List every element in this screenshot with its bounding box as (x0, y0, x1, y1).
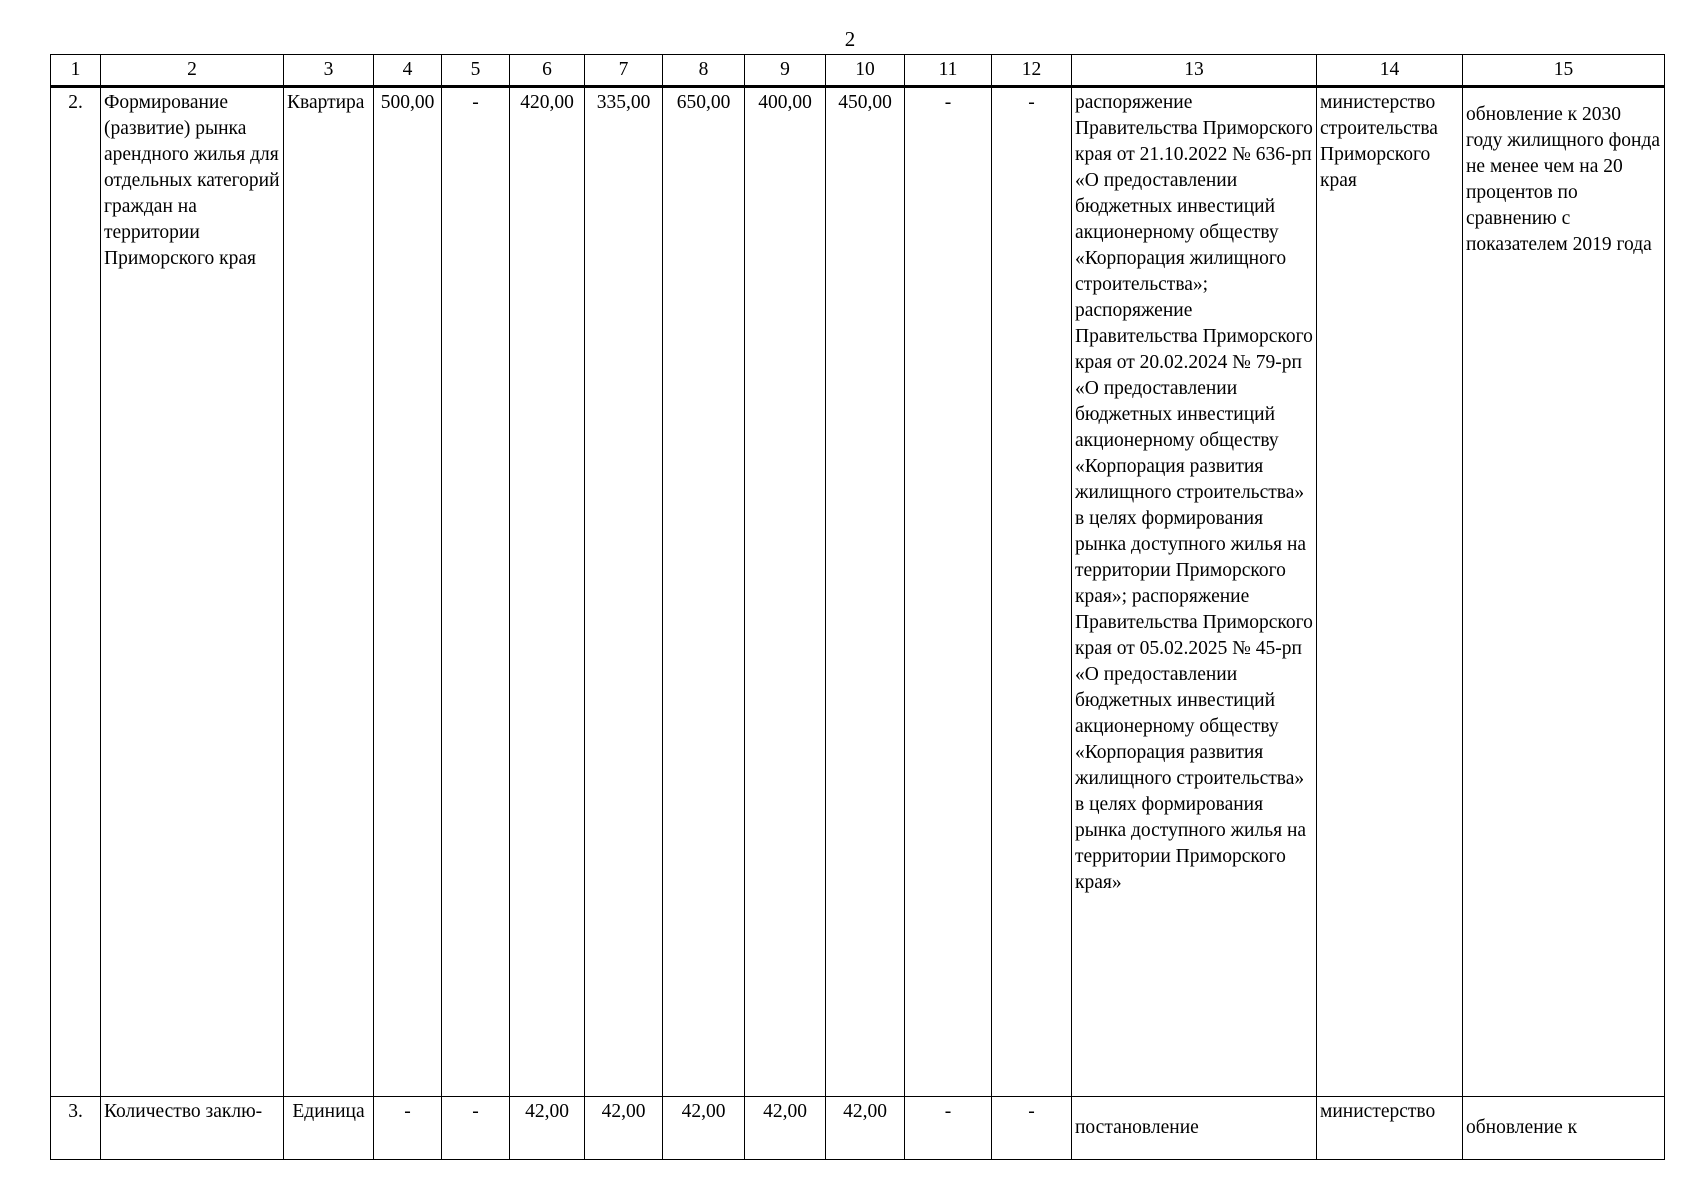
value-cell-col7: 335,00 (585, 87, 663, 1097)
target-description-cell: обновление к 2030 году жилищного фонда не менее чем на 20 процентов по сравнению с показателем 2019 года (1463, 87, 1665, 1097)
indicators-table (50, 54, 1665, 1160)
value-cell-col11: - (905, 1097, 992, 1160)
table-row (51, 1097, 1665, 1160)
column-number-cell: 3 (284, 55, 374, 87)
legal-basis-cell: постановление (1072, 1097, 1317, 1160)
column-number-cell: 6 (510, 55, 585, 87)
value-cell-col4: - (374, 1097, 442, 1160)
value-cell-col6: 420,00 (510, 87, 585, 1097)
value-cell-col12: - (992, 1097, 1072, 1160)
table-row (51, 87, 1665, 1097)
column-number-cell: 7 (585, 55, 663, 87)
value-cell-col8: 650,00 (663, 87, 745, 1097)
column-number-cell: 14 (1317, 55, 1463, 87)
value-cell-col11: - (905, 87, 992, 1097)
value-cell-col5: - (442, 1097, 510, 1160)
unit-cell: Квартира (284, 87, 374, 1097)
page-number: 2 (844, 27, 856, 51)
row-number-cell: 2. (51, 87, 101, 1097)
responsible-body-cell: министерство (1317, 1097, 1463, 1160)
column-number-cell: 2 (101, 55, 284, 87)
column-number-cell: 8 (663, 55, 745, 87)
legal-basis-cell: распоряжение Правительства Приморского края от 21.10.2022 № 636-рп «О предоставлении бюджетных инвестиций акционерному обществу «Корпорация жилищного строительства»; распоряжение Правительства Приморского края от 20.02.2024 № 79-рп «О предоставлении бюджетных инвестиций акционерному обществу «Корпорация развития жилищного строительства» в целях формирования рынка доступного жилья на территории Приморского края»; распоряжение Правительства Приморского края от 05.02.2025 № 45-рп «О предоставлении бюджетных инвестиций акционерному обществу «Корпорация развития жилищного строительства» в целях формирования рынка доступного жилья на территории Приморского края» (1072, 87, 1317, 1097)
value-cell-col5: - (442, 87, 510, 1097)
column-number-cell: 13 (1072, 55, 1317, 87)
column-number-cell: 11 (905, 55, 992, 87)
column-number-cell: 10 (826, 55, 905, 87)
value-cell-col12: - (992, 87, 1072, 1097)
value-cell-col7: 42,00 (585, 1097, 663, 1160)
column-number-cell: 1 (51, 55, 101, 87)
target-description-cell: обновление к (1463, 1097, 1665, 1160)
value-cell-col10: 450,00 (826, 87, 905, 1097)
row-number-cell: 3. (51, 1097, 101, 1160)
value-cell-col9: 400,00 (745, 87, 826, 1097)
column-number-cell: 9 (745, 55, 826, 87)
indicator-name-cell: Формирование (развитие) рынка арендного жилья для отдельных категорий граждан на территории Приморского края (101, 87, 284, 1097)
column-number-cell: 4 (374, 55, 442, 87)
indicator-name-cell: Количество заклю- (101, 1097, 284, 1160)
responsible-body-cell: министерство строительства Приморского края (1317, 87, 1463, 1097)
column-number-cell: 5 (442, 55, 510, 87)
value-cell-col9: 42,00 (745, 1097, 826, 1160)
column-number-cell: 15 (1463, 55, 1665, 87)
value-cell-col8: 42,00 (663, 1097, 745, 1160)
value-cell-col4: 500,00 (374, 87, 442, 1097)
value-cell-col10: 42,00 (826, 1097, 905, 1160)
unit-cell: Единица (284, 1097, 374, 1160)
value-cell-col6: 42,00 (510, 1097, 585, 1160)
column-numbers-row (51, 55, 1665, 87)
column-number-cell: 12 (992, 55, 1072, 87)
